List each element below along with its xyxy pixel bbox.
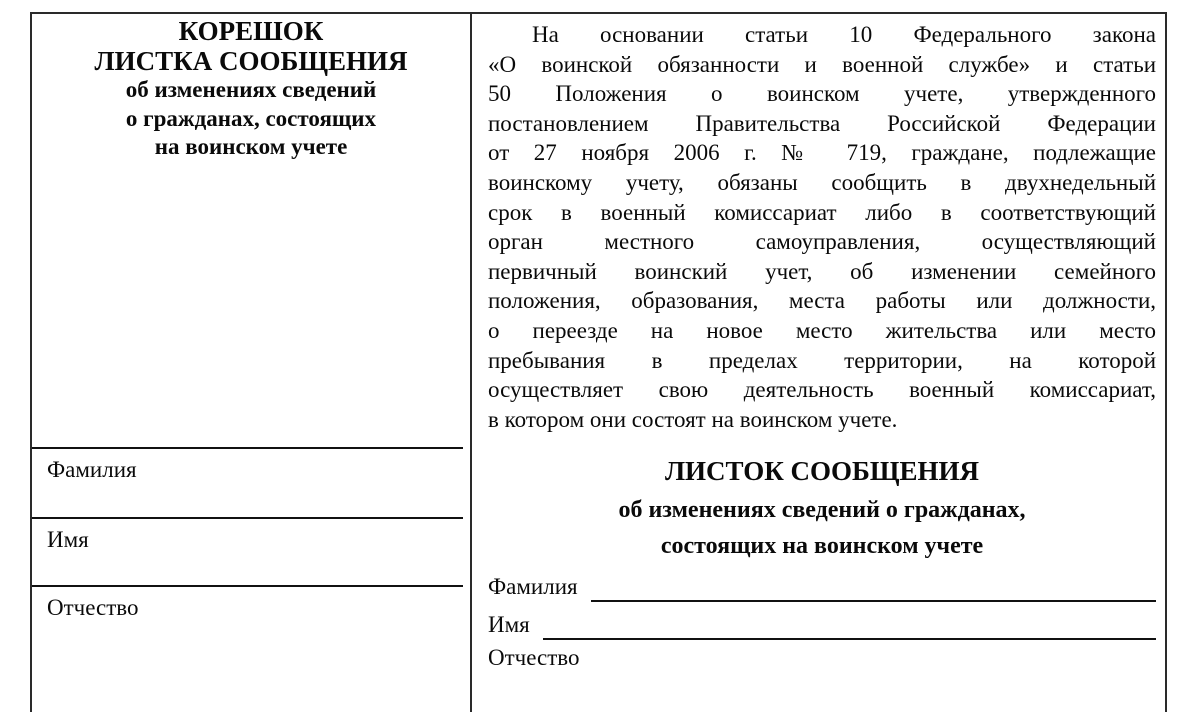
paragraph-line: о переезде на новое место жительства или место [488, 317, 1156, 343]
paragraph-line: от 27 ноября 2006 г. № 719, граждане, подлежащие [488, 140, 1156, 166]
paragraph-line: в котором они состоят на воинском учете. [488, 406, 898, 432]
sheet-subtitle-line: состоящих на воинском учете [660, 533, 984, 560]
paragraph-line: осуществляет свою деятельность военный комиссариат, [488, 377, 1156, 403]
notification-form [30, 12, 1167, 712]
sheet-firstname-field-row [488, 602, 1156, 640]
firstname-label: Имя [47, 527, 89, 552]
stub-subtitle-line: на воинском учете [154, 134, 348, 159]
surname-label: Фамилия [47, 457, 137, 482]
paragraph-line: 50 Положения о воинском учете, утвержденного [488, 81, 1156, 107]
paragraph-line: воинскому учету, обязаны сообщить в двухнедельный [488, 169, 1156, 195]
paragraph-line: На основании статьи 10 Федерального закона [532, 22, 1156, 47]
sheet-subtitle-line: об изменениях сведений о гражданах, [618, 497, 1026, 524]
paragraph-line: первичный воинский учет, об изменении семейного [488, 258, 1156, 284]
stub-surname-field-row [32, 447, 463, 517]
patronymic-label: Отчество [47, 595, 139, 620]
surname-label: Фамилия [488, 574, 578, 600]
stub-firstname-field-row [32, 517, 463, 585]
stub-title-line: КОРЕШОК [178, 16, 324, 46]
firstname-label: Имя [488, 612, 530, 638]
stub-header [32, 14, 470, 162]
stub-patronymic-field-row [32, 585, 463, 665]
patronymic-label: Отчество [488, 645, 580, 671]
stub-subtitle-line: об изменениях сведений [125, 77, 377, 102]
stub-title-line: ЛИСТКА СООБЩЕНИЯ [94, 46, 408, 76]
firstname-fill-line [543, 638, 1156, 640]
stub-fields [32, 447, 470, 665]
paragraph-line: срок в военный комиссариат либо в соответствующий [488, 199, 1156, 225]
stub-section [32, 14, 472, 712]
paragraph-line: пребывания в пределах территории, на которой [488, 347, 1156, 373]
legal-basis-paragraph [488, 20, 1156, 434]
stub-subtitle-line: о гражданах, состоящих [125, 105, 377, 131]
sheet-patronymic-field-row [488, 640, 1156, 685]
sheet-subtitle [488, 492, 1156, 564]
paragraph-line: постановлением Правительства Российской Федерации [488, 110, 1156, 136]
paragraph-line: орган местного самоуправления, осуществляющий [488, 229, 1156, 255]
surname-fill-line [591, 600, 1156, 602]
paragraph-line: «О воинской обязанности и военной службе» и статьи [488, 51, 1156, 77]
paragraph-line: положения, образования, места работы или должности, [488, 288, 1156, 314]
notification-sheet-section [472, 14, 1165, 712]
sheet-surname-field-row [488, 564, 1156, 602]
sheet-title: ЛИСТОК СООБЩЕНИЯ [664, 456, 980, 487]
